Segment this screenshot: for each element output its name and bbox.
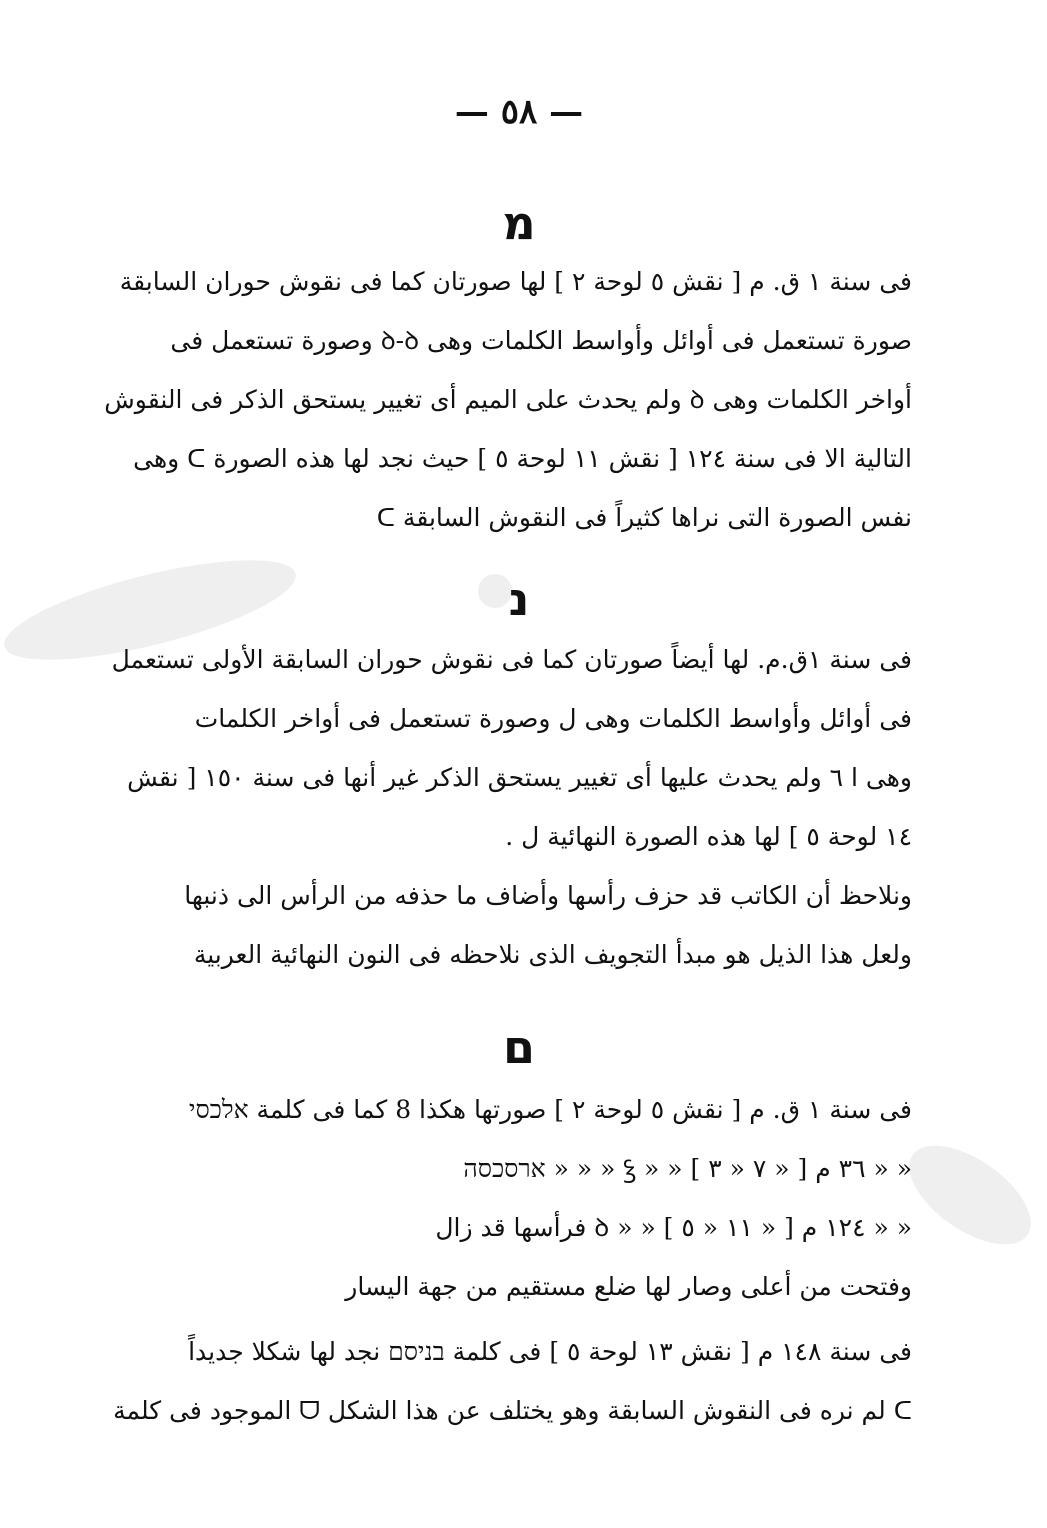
section-mem-paragraph (104, 252, 912, 547)
text-line: « « ٣٦ م [ « ٧ « ٣ ] « « ꝣ « « « ארסכסה (463, 1154, 912, 1183)
section-heading-final-mem: ם (502, 1020, 536, 1074)
text-line: ونلاحظ أن الكاتب قد حزف رأسها وأضاف ما حذفه من الرأس الى ذنبها (184, 881, 912, 910)
text-line: صورة تستعمل فى أوائل وأواسط الكلمات وهى ꝺ-ꝺ وصورة تستعمل فى (170, 326, 912, 355)
text-line: فى سنة ١ ق. م [ نقش ٥ لوحة ٢ ] صورتها هكذا 8 كما فى كلمة אלכסי (188, 1095, 912, 1124)
text-line: التالية الا فى سنة ١٢٤ [ نقش ١١ لوحة ٥ ] حيث نجد لها هذه الصورة ᑕ وهى (133, 444, 912, 473)
section-final-mem-continuation (113, 1322, 912, 1440)
text-line: ولعل هذا الذيل هو مبدأ التجويف الذى نلاحظه فى النون النهائية العربية (193, 940, 912, 969)
text-line: وفتحت من أعلى وصار لها ضلع مستقيم من جهة اليسار (345, 1272, 912, 1301)
section-nun-note (132, 866, 912, 984)
text-line: فى سنة ١ق.م. لها أيضاً صورتان كما فى نقوش حوران السابقة الأولى تستعمل (111, 645, 912, 674)
page-number: — ٥٨ — (454, 92, 584, 132)
text-line: أواخر الكلمات وهى ꝺ ولم يحدث على الميم أى تغيير يستحق الذكر فى النقوش (104, 385, 912, 414)
text-line: نفس الصورة التى نراها كثيراً فى النقوش السابقة ᑕ (376, 503, 912, 532)
paper-smudge (893, 1126, 1047, 1264)
section-heading-mem: מ (502, 196, 536, 250)
text-line: وهى ا ٦ ولم يحدث عليها أى تغيير يستحق الذكر غير أنها فى سنة ١٥٠ [ نقش (127, 763, 912, 792)
section-final-mem-paragraph (132, 1080, 912, 1316)
section-heading-nun: נ (508, 572, 530, 626)
text-line: فى أوائل وأواسط الكلمات وهى ل وصورة تستعمل فى أواخر الكلمات (194, 704, 912, 733)
section-nun-paragraph (111, 630, 912, 866)
text-line: ᑕ لم نره فى النقوش السابقة وهو يختلف عن هذا الشكل ᗜ الموجود فى كلمة (113, 1396, 912, 1425)
text-line: فى سنة ١٤٨ م [ نقش ١٣ لوحة ٥ ] فى كلمة בניסם نجد لها شكلا جديداً (188, 1337, 912, 1366)
text-line: فى سنة ١ ق. م [ نقش ٥ لوحة ٢ ] لها صورتان كما فى نقوش حوران السابقة (119, 267, 912, 296)
text-line: « « ١٢٤ م [ « ١١ « ٥ ] « « ꝺ فرأسها قد زال (435, 1213, 912, 1242)
text-line: ١٤ لوحة ٥ ] لها هذه الصورة النهائية ل . (505, 822, 912, 851)
